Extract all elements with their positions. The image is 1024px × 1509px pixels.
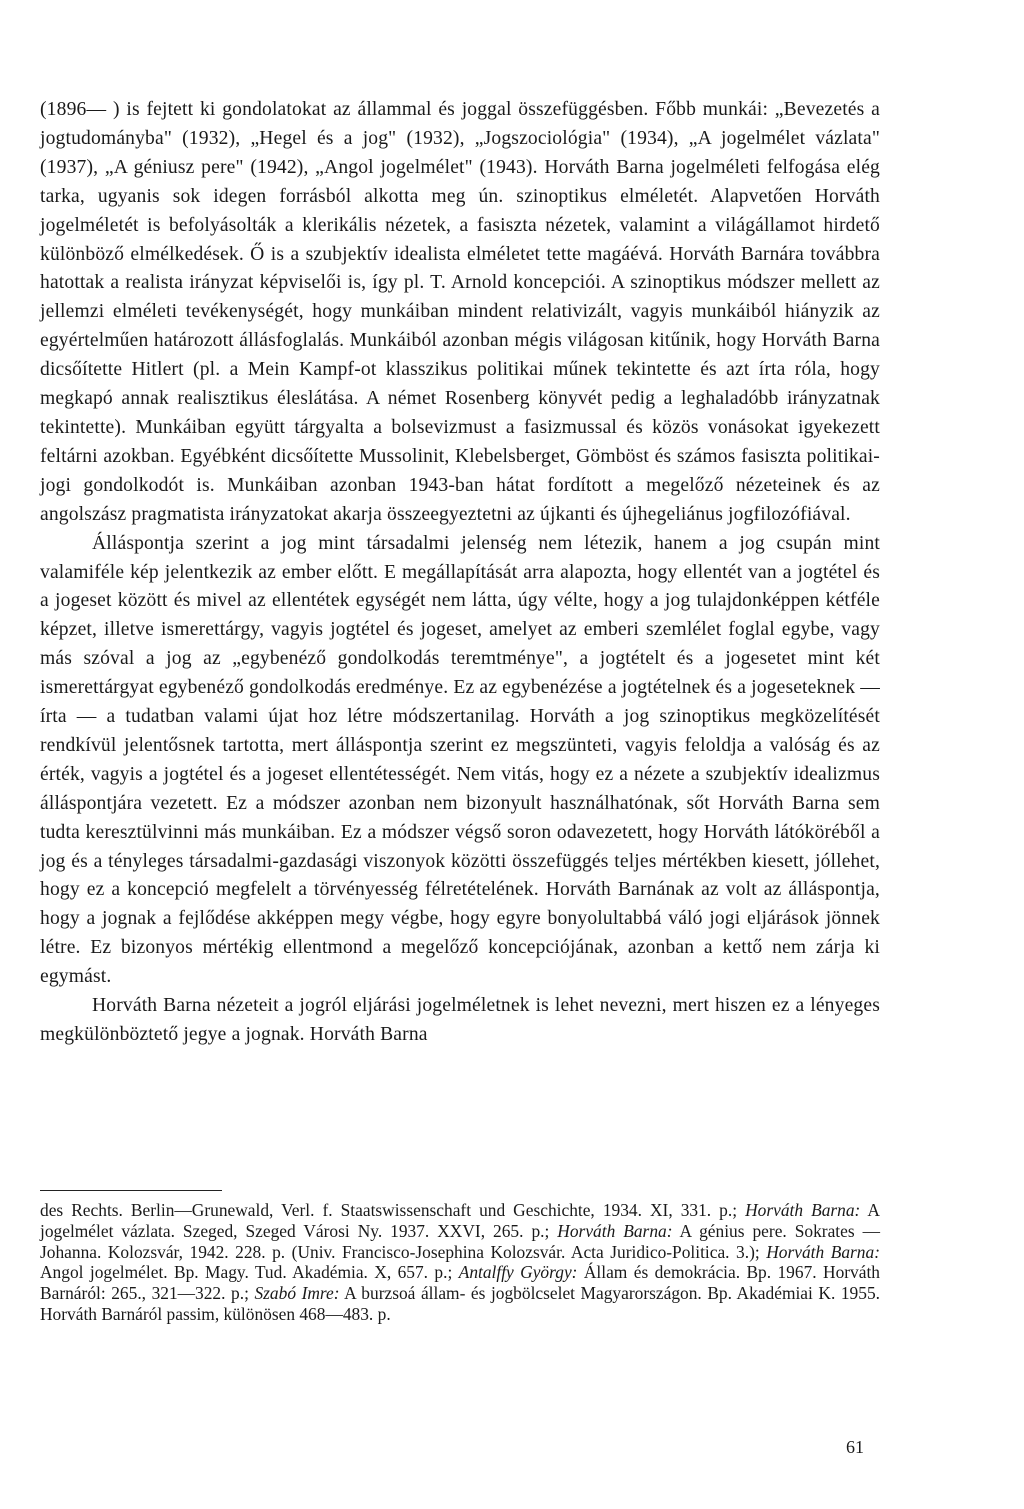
footnote-author: Antalffy György: [458,1262,578,1283]
paragraph-2: Álláspontja szerint a jog mint társadalmi jelenség nem létezik, hanem a jog csupán mint valamiféle kép jelentkezik az ember előtt. E megállapítását arra alapozta, hogy ellentét van a jogtétel és a jogeset között és mivel az ellentétek egységét nem látta, úgy vélte, hogy a jog tulajdonképpen kétféle képzet, illetve ismerettárgy, vagyis jogtétel és jogeset, amelyet az emberi szemlélet foglal egybe, vagy más szóval a jog az „egybenéző gondolkodás teremtménye", a jogtételt és a jogesetet mint két ismerettárgyat egybenéző gondolkodás eredménye. Ez az egybenézése a jogtételnek és a jogeseteknek — írta — a tudatban valami újat hoz létre módszertanilag. Horváth a jog szinoptikus megközelítését rendkívül jelentősnek tartotta, mert álláspontja szerint ez megszünteti, vagyis feloldja a valóság és az érték, vagyis a jogtétel és a jogeset ellentétességét. Nem vitás, hogy ez a nézete a szubjektív idealizmus álláspontjára vezetett. Ez a módszer azonban nem bizonyult használhatónak, sőt Horváth Barna sem tudta keresztülvinni más munkáiban. Ez a módszer végső soron odavezetett, hogy Horváth látóköréből a jog és a tényleges társadalmi-gazdasági viszonyok közötti összefüggés teljes mértékben kiesett, jóllehet, hogy ez a koncepció megfelelt a törvényesség félretételének. Horváth Barnának az volt az álláspontja, hogy a jognak a fejlődése akképpen megy végbe, hogy egyre bonyolultabbá váló jogi eljárások jönnek létre. Ez bizonyos mértékig ellentmond a megelőző koncepciójának, azonban a kettő nem zárja ki egymást. [40,532,880,988]
footnote [40,1200,880,1325]
footnote-text: A génius pere. Sokrates — Johanna. Kolozsvár, 1942. 228. p. (Univ. Francisco-Josephina Kolozsvár. Acta Juridico-Politica. 3.); [40,1220,880,1262]
page-number: 61 [846,1437,864,1457]
footnote-text: A burzsoá állam- és jogbölcselet Magyarországon. Bp. Akadémiai K. 1955. Horváth Barnáról passim, különösen 468—483. p. [40,1283,880,1324]
footnote-author: Horváth Barna: [557,1220,673,1241]
page-body [40,96,880,1050]
footnote-text: des Rechts. Berlin—Grunewald, Verl. f. Staatswissenschaft und Geschichte, 1934. XI, 331. p.; [40,1200,746,1220]
footnote-text: Angol jogelmélet. Bp. Magy. Tud. Akadémia. X, 657. p.; [40,1262,459,1283]
paragraph-3: Horváth Barna nézeteit a jogról eljárási jogelméletnek is lehet nevezni, mert hiszen ez a lényeges megkülönböztető jegye a jognak. Horváth Barna [40,995,880,1045]
footnote-separator [40,1190,222,1191]
footnote-author: Horváth Barna: [745,1200,861,1220]
footnote-author: Szabó Imre: [254,1283,340,1304]
footnote-text: A jogelmélet vázlata. Szeged, Szeged Városi Ny. 1937. XXVI, 265. p.; [40,1200,880,1241]
footnote-author: Horváth Barna: [766,1241,880,1262]
body-text [40,96,880,1050]
footnote-text: Állam és demokrácia. Bp. 1967. Horváth Barnáról: 265., 321—322. p.; [40,1262,880,1304]
paragraph-1: (1896— ) is fejtett ki gondolatokat az állammal és joggal összefüggésben. Főbb munkái: „Bevezetés a jogtudományba" (1932), „Hegel és a jog" (1932), „Jogszociológia" (1934), „A jogelmélet vázlata" (1937), „A géniusz pere" (1942), „Angol jogelmélet" (1943). Horváth Barna jogelméleti felfogása elég tarka, ugyanis sok idegen forrásból alkotta meg ún. szinoptikus elméletét. Alapvetően Horváth jogelméletét is befolyásolták a klerikális nézetek, a fasiszta nézetek, valamint a világállamot hirdető különböző elmélkedések. Ő is a szubjektív idealista elméletet tette magáévá. Horváth Barnára továbbra hatottak a realista irányzat képviselői is, így pl. T. Arnold koncepciói. A szinoptikus módszer mellett az jellemzi elméleti tevékenységét, hogy munkáiban mindent relativizált, vagyis munkáiból hiányzik az egyértelműen határozott állásfoglalás. Munkáiból azonban mégis világosan kitűnik, hogy Horváth Barna dicsőítette Hitlert (pl. a Mein Kampf-ot klasszikus politikai műnek tekintette és azt írta róla, hogy megkapó annak realisztikus éleslátása. A német Rosenberg könyvét pedig a leghaladóbb irányzatnak tekintette). Munkáiban együtt tárgyalta a bolsevizmust a fasizmussal és közös vonásokat igyekezett feltárni azokban. Egyébként dicsőítette Mussolinit, Klebelsberget, Gömböst és számos fasiszta politikai-jogi gondolkodót is. Munkáiban azonban 1943-ban hátat fordított a megelőző nézeteinek és az angolszász pragmatista irányzatokat akarja összeegyeztetni az újkanti és újhegeliánus jogfilozófiával. [40,99,880,525]
